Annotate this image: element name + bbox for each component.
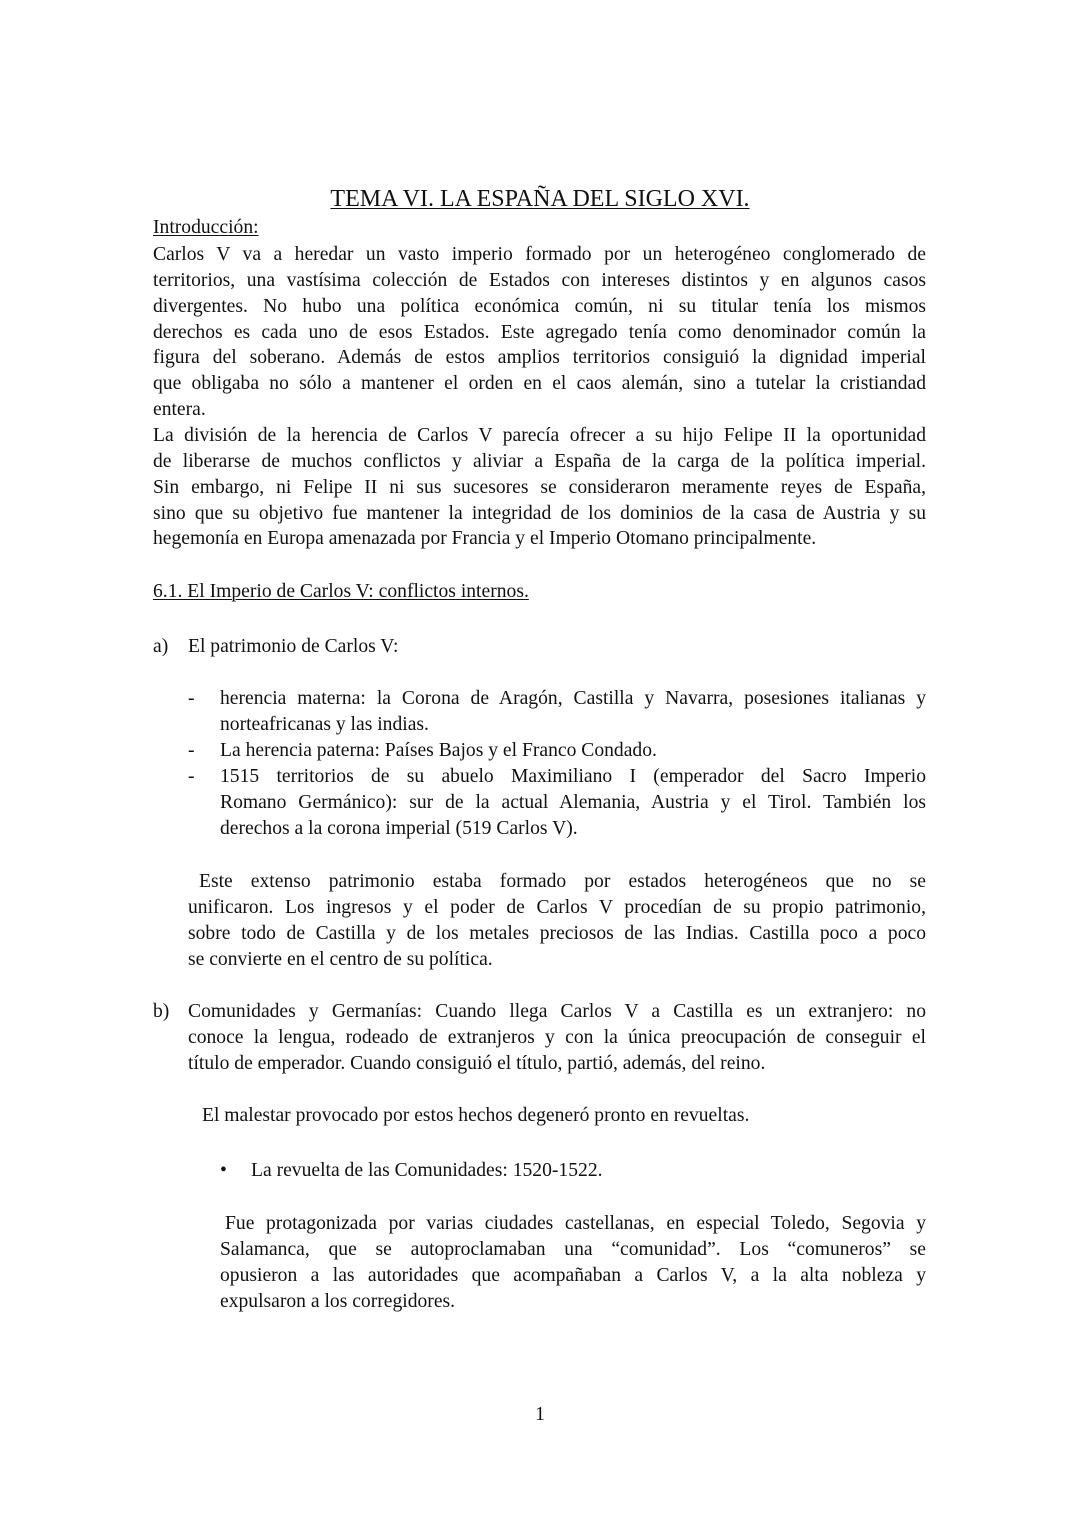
item-b-text <box>188 999 926 1077</box>
text-line: conoce la lengua, rodeado de extranjeros y con la única preocupación de conseguir el <box>188 1026 926 1048</box>
dash-marker: - <box>188 688 195 709</box>
dash-marker: - <box>188 766 195 787</box>
document-title: TEMA VI. LA ESPAÑA DEL SIGLO XVI. <box>330 186 750 212</box>
text-line: La herencia paterna: Países Bajos y el Franco Condado. <box>220 740 657 761</box>
text-line: Comunidades y Germanías: Cuando llega Carlos V a Castilla es un extranjero: no <box>188 1001 926 1022</box>
list-item-herencia-materna <box>220 686 926 738</box>
text-line: sino que su objetivo fue mantener la integridad de los dominios de la casa de Austria y su <box>153 502 926 524</box>
bullet-item-comunidades: La revuelta de las Comunidades: 1520-1522. <box>251 1160 603 1181</box>
list-marker-a: a) <box>153 636 169 657</box>
text-line: Romano Germánico): sur de la actual Alemania, Austria y el Tirol. También los <box>220 791 926 813</box>
list-item-maximiliano <box>220 764 926 842</box>
paragraph-malestar: El malestar provocado por estos hechos degeneró pronto en revueltas. <box>202 1105 750 1126</box>
text-line: expulsaron a los corregidores. <box>220 1290 456 1312</box>
dash-marker: - <box>188 740 195 761</box>
text-line: derechos a la corona imperial (519 Carlos V). <box>220 817 578 839</box>
text-line: entera. <box>153 399 206 421</box>
text-line: Fue protagonizada por varias ciudades castellanas, en especial Toledo, Segovia y <box>225 1213 926 1234</box>
text-line: sobre todo de Castilla y de los metales preciosos de las Indias. Castilla poco a poco <box>188 922 926 944</box>
section-heading-6-1: 6.1. El Imperio de Carlos V: conflictos internos. <box>153 581 529 602</box>
paragraph-comunidades <box>220 1211 926 1314</box>
text-line: 1515 territorios de su abuelo Maximiliano I (emperador del Sacro Imperio <box>220 766 926 787</box>
intro-paragraph-1 <box>153 242 926 423</box>
text-line: Este extenso patrimonio estaba formado por estados heterogéneos que no se <box>199 871 926 892</box>
intro-paragraph-2 <box>153 423 926 552</box>
text-line: La división de la herencia de Carlos V parecía ofrecer a su hijo Felipe II la oportunidad <box>153 425 926 446</box>
item-a-text: El patrimonio de Carlos V: <box>188 636 399 657</box>
bullet-marker: • <box>220 1160 227 1181</box>
text-line: derechos es cada uno de esos Estados. Este agregado tenía como denominador común la <box>153 321 926 343</box>
text-line: divergentes. No hubo una política económica común, ni su titular tenía los mismos <box>153 295 926 317</box>
text-line: norteafricanas y las indias. <box>220 713 429 735</box>
text-line: unificaron. Los ingresos y el poder de Carlos V procedían de su propio patrimonio, <box>188 896 926 918</box>
text-line: Sin embargo, ni Felipe II ni sus sucesores se consideraron meramente reyes de España, <box>153 476 926 498</box>
text-line: hegemonía en Europa amenazada por Francia y el Imperio Otomano principalmente. <box>153 528 817 550</box>
page-number: 1 <box>535 1404 545 1425</box>
text-line: que obligaba no sólo a mantener el orden en el caos alemán, sino a tutelar la cristiandad <box>153 373 926 395</box>
text-line: de liberarse de muchos conflictos y aliviar a España de la carga de la política imperial. <box>153 450 926 472</box>
intro-heading: Introducción: <box>153 217 259 238</box>
text-line: figura del soberano. Además de estos amplios territorios consiguió la dignidad imperial <box>153 347 926 369</box>
text-line: herencia materna: la Corona de Aragón, Castilla y Navarra, posesiones italianas y <box>220 688 926 709</box>
text-line: Carlos V va a heredar un vasto imperio formado por un heterogéneo conglomerado de <box>153 244 926 265</box>
text-line: se convierte en el centro de su política. <box>188 948 493 970</box>
list-marker-b: b) <box>153 1001 170 1022</box>
text-line: título de emperador. Cuando consiguió el título, partió, además, del reino. <box>188 1052 766 1074</box>
text-line: Salamanca, que se autoproclamaban una “comunidad”. Los “comuneros” se <box>220 1238 926 1260</box>
text-line: territorios, una vastísima colección de Estados con intereses distintos y en algunos casos <box>153 269 926 291</box>
paragraph-patrimonio <box>188 869 926 972</box>
text-line: opusieron a las autoridades que acompañaban a Carlos V, a la alta nobleza y <box>220 1264 926 1286</box>
list-item-herencia-paterna <box>220 738 926 764</box>
